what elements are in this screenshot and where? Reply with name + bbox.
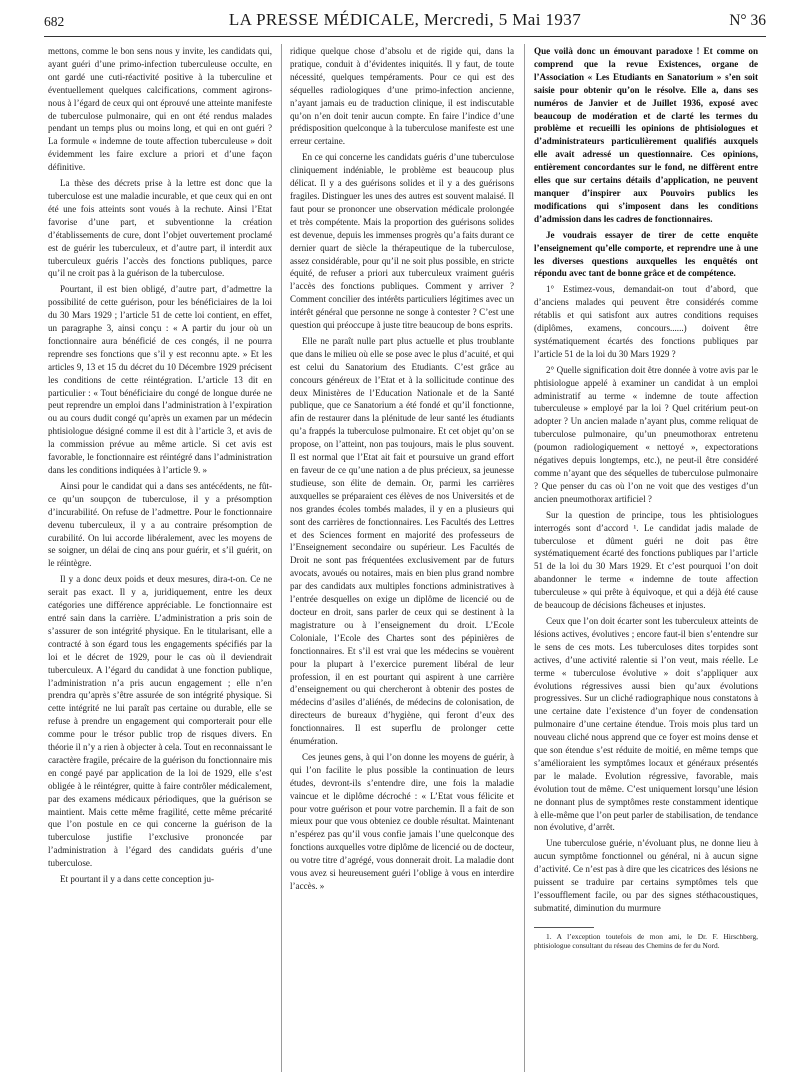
text-column-3	[534, 45, 758, 1070]
paragraph: Il y a donc deux poids et deux mesures, dira-t-on. Ce ne serait pas exact. Il y a, juridiquement, entre les deux catégories une différence appréciable. Le fonctionnaire est entré sain dans la carrière. L’administration a pris soin de s’assurer de son intégrité physique. En le titularisant, elle a contracté à son égard tous les engagements spécifiés par la loi et le décret de 1929, pour le cas où il deviendrait tuberculeux. A l’égard du candidat à une fonction publique, l’administration n’a pris aucun engagement ; elle n’en prendra qu’après s’être assurée de son intégrité physique. Si cette intégrité ne lui paraît pas certaine ou durable, elle se refuse à prendre un engagement qui comporterait pour elle comme pour le trésor public trop de risques divers. En théorie il n’y a rien à objecter à cela. Tout en reconnaissant le caractère fragile, précaire de la guérison du fonctionnaire mis en congé payé par application de la loi de 1929, elle s’est obligée à le réintégrer, quitte à faire contrôler médicalement, par des examens médicaux périodiques, que la guérison se maintient. Mais cette même fragilité, cette même précarité que l’on postule en ce qui concerne la guérison de la tuberculose justifie l’exclusive prononcée par l’administration à l’égard des candidats guéris d’une tuberculose.	[48, 574, 272, 869]
journal-title: LA PRESSE MÉDICALE, Mercredi, 5 Mai 1937	[228, 10, 582, 29]
issue-number: N° 36	[729, 12, 766, 29]
paragraph: mettons, comme le bon sens nous y invite, les candidats qui, ayant guéri d’une primo-infection tuberculeuse occulte, en ont gardé une cuti-réactivité positive à la tuberculine et éventuellement quelques calcifications, comment agirons-nous à l’égard de ceux qui ont éprouvé une atteinte manifeste de tuberculose pulmonaire, qui en ont été rendus malades pendant un temps plus ou moins long, et qui en ont guéri ? La formule « indemne de toute affection tuberculeuse » doit évidemment les faire exclure a priori et d’une façon définitive.	[48, 46, 272, 173]
paragraph: En ce qui concerne les candidats guéris d’une tuberculose cliniquement indéniable, le problème est beaucoup plus délicat. Il y a des guérisons solides et il y a des guérisons fragiles. Distinguer les unes des autres est souvent malaisé. Il faut pour se prononcer une observation médicale prolongée et très compétente. Mais la proportion des guérisons solides est devenue, depuis les immenses progrès qu’a faits durant ce dernier quart de siècle la thérapeutique de la tuberculose, assez considérable, pour qu’il ne soit plus possible, en stricte équité, de refuser a priori aux tuberculeux vraiment guéris l’accès des fonctions publiques. Comment y arriver ? Comment concilier des intérêts particuliers légitimes avec un intérêt général que personne ne songe à contester ? C’est une question qui préoccupe à juste titre beaucoup de bons esprits.	[290, 152, 514, 331]
paragraph: Elle ne paraît nulle part plus actuelle et plus troublante que dans le milieu où elle se pose avec le plus d’acuité, et qui est celui du Sanatorium des Etudiants. C’est grâce au concours généreux de l’Etat et à la sollicitude continue des deux Ministères de l’Education Nationale et de la Santé publique, que ce Sanatorium a été fondé et qu’il fonctionne, afin de restaurer dans la plénitude de leur santé les étudiants qu’a frappés la tuberculose pulmonaire. Et cet objet qu’on se propose, on l’atteint, non pas toujours, mais le plus souvent. Il est normal que l’Etat ait fait et poursuive un grand effort en faveur de ce qu’une nation a de plus précieux, sa jeunesse studieuse, son élite de demain. Or, parmi les carrières auxquelles se préparaient ces élèves de nos Universités et de nos grandes écoles tombés malades, il y en a plusieurs qui sont des carrières de fonctionnaires. Les Facultés des Lettres et des Sciences forment en majorité des professeurs de l’Enseignement secondaire ou supérieur. Les Facultés de Droit ne sont pas fréquentées exclusivement par de futurs avocats, avoués ou notaires, mais en bien plus grand nombre par des candidats aux multiples fonctions administratives à l’entrée desquelles on exige un diplôme de licencié ou de docteur en droit, sans parler de ceux qui se destinent à la magistrature ou à l’enseignement du droit. L’Ecole Coloniale, l’Ecole des Chartes sont des pépinières de fonctionnaires. Et s’il est vrai que les médecins se vouèrent pour la plupart à l’exercice purement libéral de leur profession, il en est pourtant qui aspirent à une carrière d’enseignement ou qui chercheront à obtenir des postes de médecins d’asiles d’aliénés, de médecins de colonisation, de directeurs de bureaux d’hygiène, qui feront d’eux des fonctionnaires. Il est superflu de prolonger cette énumération.	[290, 335, 514, 747]
paragraph: Et pourtant il y a dans cette conception ju-	[60, 874, 215, 885]
paragraph: ridique quelque chose d’absolu et de rigide qui, dans la pratique, conduit à d’évidentes iniquités. Il y faut, de toute nécessité, quelques tempéraments. Pour ce qui est des séquelles radiologiques d’une primo-infection ancienne, n’ayant jamais eu de traduction clinique, il est indiscutable qu’on n’en doit tenir aucun compte. En faire l’indice d’une prédisposition quelconque à la tuberculose manifeste est une erreur certaine.	[290, 46, 514, 147]
page-header	[44, 4, 766, 37]
paragraph: Une tuberculose guérie, n’évoluant plus, ne donne lieu à aucun symptôme fonctionnel ou général, ni à aucun signe d’activité. Ce n’est pas à dire que les cicatrices des lésions ne puissent se traduire par certains symptômes tels que l’essoufflement facile, ou par des signes stéthacoustiques, submatité, diminution du murmure	[534, 838, 758, 913]
paragraph: 2° Quelle signification doit être donnée à votre avis par le phtisiologue appelé à examiner un candidat à un emploi administratif au terme « indemne de toute affection tuberculeuse » employé par la loi ? Quel critérium peut-on adopter ? Un ancien malade n’ayant plus, comme reliquat de tuberculose pulmonaire, qu’un pneumothorax entretenu (poumon radiologiquement « nettoyé », expectorations négatives depuis longtemps, etc.), ne peut-il être considéré comme n’ayant que des séquelles de tuberculose pulmonaire ? Que penser du cas où l’on ne voit que des vestiges d’un ancien pneumothorax artificiel ?	[534, 364, 758, 504]
paragraph: Ceux que l’on doit écarter sont les tuberculeux atteints de lésions actives, évolutives ; encore faut-il bien s’entendre sur le sens de ces mots. Les tuberculoses dites torpides sont actives, d’une activité ralentie si l’on veut, mais réelle. Le terme « tuberculose évolutive » doit s’appliquer aux évolutions régressives aussi bien qu’aux évolutions progressives. Sur un cliché radiographique nous constatons à une certaine date l’existence d’un foyer de condensation pulmonaire d’une certaine étendue. Trois mois plus tard un nouveau cliché nous apprend que ce foyer est moins dense et que son étendue s’est réduite de moitié, en même temps que s’amélioraient les symptômes locaux et généraux présentés par le malade. Evolution régressive, favorable, mais évolution tout de même. C’est uniquement lorsqu’une lésion ne donnant plus de symptômes reste constamment identique à elle-même que l’on peut parler de stabilisation, de tendance non évolutive, d’arrêt.	[534, 615, 758, 833]
column-divider	[281, 44, 282, 1072]
paragraph: Ainsi pour le candidat qui a dans ses antécédents, ne fût-ce qu’un soupçon de tuberculose, il y a présomption d’incurabilité. On refuse de l’admettre. Pour le fonctionnaire devenu tuberculeux, il y a au contraire présomption de curabilité. On lui accorde libéralement, avec les moyens de se soigner, un délai de cinq ans pour guérir, et s’il guérit, on le réintègre.	[48, 480, 272, 569]
page-number: 682	[44, 14, 65, 29]
paragraph: Que voilà donc un émouvant paradoxe ! Et comme on comprend que la revue Existences, organe de l’Association « Les Etudiants en Sanatorium » s’en soit saisie pour obtenir qu’on le résolve. Elle a, dans ses numéros de Janvier et de Juillet 1936, exposé avec beaucoup de modération et de clarté les termes du problème et recueilli les opinions de phtisiologues et d’administrateurs particulièrement qualifiés auxquels elle avait adressé un questionnaire. Ces opinions, entièrement concordantes sur le fond, ne diffèrent entre elles que sur certains détails d’application, ne peuvent manquer d’inspirer aux Pouvoirs publics les modifications qui s’imposent dans les conditions d’admission dans les cadres de fonctionnaires.	[534, 46, 758, 224]
paragraph: La thèse des décrets prise à la lettre est donc que la tuberculose est une maladie incurable, et que ceux qui en ont été une fois atteints sont voués à la rechute. Ainsi l’Etat favorise d’une part, et subventionne la création d’établissements de cure, dont l’objet ouvertement proclamé est de guérir les tuberculeux, et d’autre part, il interdit aux tuberculeux guéris l’accès des fonctions publiques, parce qu’il ne croit pas à la guérison de la tuberculose.	[48, 178, 272, 279]
paragraph: Sur la question de principe, tous les phtisiologues interrogés sont d’accord ¹. Le candidat jadis malade de tuberculose et dûment guéri ne doit pas être systématiquement écarté des fonctions publiques par l’article 51 de la loi du 30 Mars 1929. Et c’est pourquoi l’on doit abandonner le terme « indemne de toute affection tuberculeuse » qui prête à équivoque, et qui a déjà été cause de beaucoup de décisions fâcheuses et injustes.	[534, 509, 758, 611]
column-divider	[524, 44, 525, 1072]
paragraph: 1° Estimez-vous, demandait-on tout d’abord, que d’anciens malades qui peuvent être considérés comme rétablis et qui satisfont aux autres conditions requises (diplômes, examens, concours......) doivent être systématiquement écartés des fonctions publiques par l’article 51 de la loi du 30 Mars 1929 ?	[534, 284, 758, 359]
footnote-separator	[534, 927, 594, 928]
text-column-1	[48, 45, 272, 1070]
text-column-2	[290, 45, 514, 1070]
footnote: 1. A l’exception toutefois de mon ami, le Dr. F. Hirschberg, phtisiologue consultant du réseau des Chemins de fer du Nord.	[534, 931, 758, 951]
paragraph: Ces jeunes gens, à qui l’on donne les moyens de guérir, à qui l’on facilite le plus possible la continuation de leurs études, devront-ils s’entendre dire, une fois la maladie vaincue et le diplôme décroché : « L’Etat vous félicite et pour votre guérison et pour votre parchemin. Il a fait de son mieux pour que vous obteniez ce double résultat. Maintenant n’espérez pas qu’il vous confie jamais l’une quelconque des fonctions auxquelles votre diplôme de licencié ou de docteur, ou votre titre d’agrégé, vous donnerait droit. La maladie dont vous avez si heureusement guéri l’oblige à vous en interdire l’accès. »	[290, 751, 514, 891]
paragraph: Pourtant, il est bien obligé, d’autre part, d’admettre la possibilité de cette guérison, pour les bénéficiaires de la loi du 30 Mars 1929 ; l’article 51 de cette loi contient, en effet, un paragraphe 3, ainsi conçu : « A partir du jour où un fonctionnaire aura bénéficié de ces congés, il ne pourra reprendre ses fonctions que s’il y est reconnu apte. » Et les articles 9, 13 et 15 du décret du 10 Décembre 1929 précisent les conditions de cette réintégration. L’article 13 dit en particulier : « Tout bénéficiaire du congé de longue durée ne peut reprendre un emploi dans l’administration à l’expiration ou au cours dudit congé qu’après un examen par un médecin phtisiologue désigné comme il est dit à l’article 3, et avis de la commission prévue au même article. Si cet avis est favorable, le fonctionnaire est réintégré dans l’administration dans les conditions indiquées à l’article 9. »	[48, 284, 272, 475]
paragraph: Je voudrais essayer de tirer de cette enquête l’enseignement qu’elle comporte, et reprendre une à une les diverses questions auxquelles les enquêtés ont répondu avec tant de bonne grâce et de compétence.	[534, 229, 758, 279]
